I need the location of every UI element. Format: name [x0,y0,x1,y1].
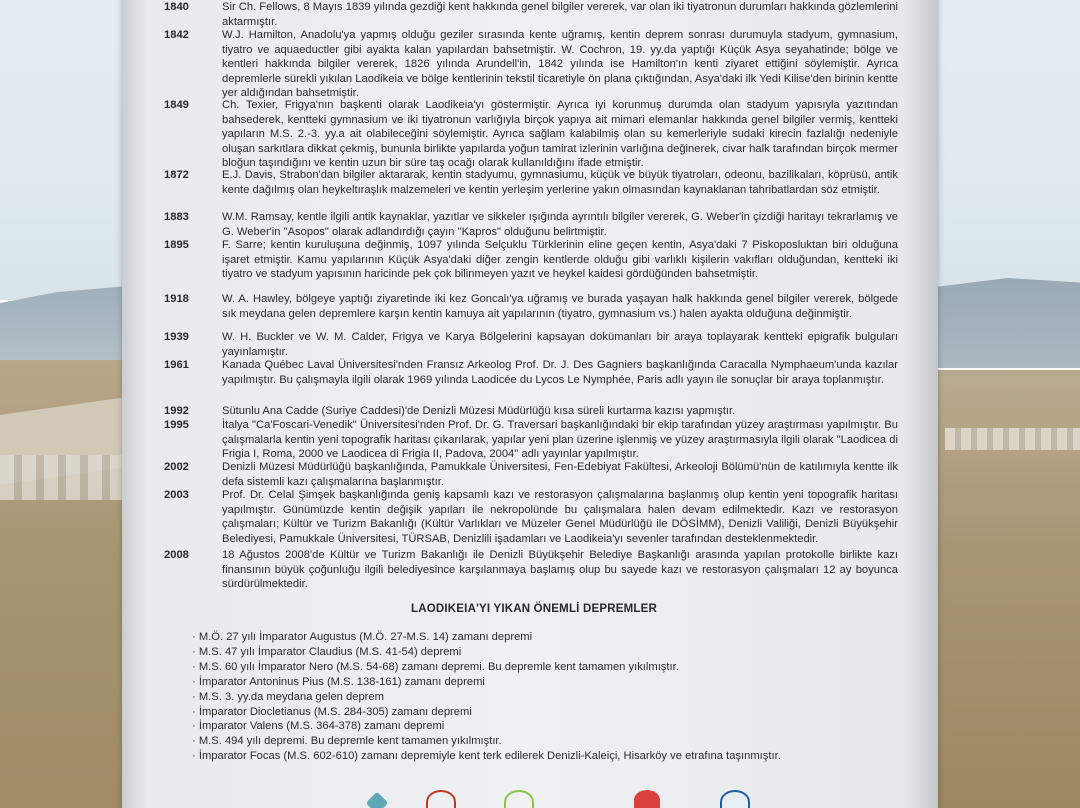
ministry-logo-icon [366,792,389,808]
list-item: · İmparator Focas (M.S. 602-610) zamanı depremiyle kent terk edilerek Denizli-Kaleiçi, Hisarköy ve etrafına taşınmıştır. [192,749,892,764]
timeline-year: 1918 [164,293,189,305]
timeline-year: 1872 [164,169,189,181]
timeline-text: Ch. Texier, Frigya'nın başkenti olarak Laodikeia'yı göstermiştir. Ayrıca iyi korunmuş durumda olan stadyum yapısıyla yazıtından bahsederek, kentteki gymnasium ve iki tiyatronun varlığıyla birçok yapıya ait mimari elemanlar hakkında genel bilgiler vermiş, kentteki yapıların M.S. 2.-3. yy.a ait olabileceğini söylemiştir. Ayrıca sağlam kalabilmiş olan su kemerleriyle sudaki kirecin fazlalığı nedeniyle oluşan sarkıtlara dikkat çekmiş, bununla birlikte yapılarda yoğun tamirat izlerinin varlığına değinerek, civar halk tarafından birçok mermer bloğun taşındığını ve kentin uzun bir süre taş ocağı olarak kullanıldığını ifade etmiştir. [222,99,898,170]
timeline-year: 1895 [164,239,189,251]
timeline-text: 18 Ağustos 2008'de Kültür ve Turizm Bakanlığı ile Denizli Büyükşehir Belediye Başkanlığı arasında yapılan protokolle birlikte kazı finansının büyük çoğunluğu ilgili belediyesince karşılanmaya başlamış olup bu sayede kazı ve restorasyon çalışmaları 12 ay boyunca sürdürülmektedir. [222,549,898,591]
sponsor-logos [164,790,904,808]
ruins-stones-left [0,455,140,500]
leaf-logo-icon [504,790,534,808]
timeline-year: 1840 [164,1,189,13]
municipality-logo-icon [634,790,660,808]
timeline-text: Sir Ch. Fellows, 8 Mayıs 1839 yılında gezdiği kent hakkında genel bilgiler vererek, var olan iki tiyatronun durumları hakkında gözlemlerini aktarmıştır. [222,1,898,28]
timeline-text: Sütunlu Ana Cadde (Suriye Caddesi)'de Denizli Müzesi Müdürlüğü kısa süreli kurtarma kazısı yapmıştır. [222,405,736,417]
earthquakes-list [192,630,892,764]
timeline-text: W. H. Buckler ve W. M. Calder, Frigya ve Karya Bölgelerini kapsayan dokümanları bir araya toplayarak kentteki epigrafik bulguları yayınlamıştır. [222,331,898,358]
timeline-text: F. Sarre; kentin kuruluşuna değinmiş, 1097 yılında Selçuklu Türklerinin eline geçen kentin, Asya'daki 7 Piskoposluktan biri olduğuna işaret etmiştir. Kamu yapılarının Küçük Asya'daki diğer zengin kentlerde olduğu gibi varlıklı kişilerin vakıfları olduğundan, kentteki iki tiyatro ve stadyum yapısının haricinde pek çok bilinmeyen yazıt ve heykel kaidesi gördüğünden bahsetmiştir. [222,239,898,281]
timeline-text: Kanada Québec Laval Üniversitesi'nden Fransız Arkeolog Prof. Dr. J. Des Gagniers başkanlığında Caracalla Nymphaeum'unda kazılar yapılmıştır. Bu çalışmayla ilgili olarak 1969 yılında Laodicée du Lycos Le Nymphée, Paris adlı yayın ile sonuçlar bir araya toplanmıştır. [222,359,898,386]
timeline-year: 1842 [164,29,189,41]
university-logo-icon [720,790,750,808]
ruins-stones-right [945,428,1080,450]
list-item: · M.S. 60 yılı İmparator Nero (M.S. 54-68) zamanı depremi. Bu depremle kent tamamen yıkılmıştır. [192,660,892,675]
list-item: · M.Ö. 27 yılı İmparator Augustus (M.Ö. 27-M.S. 14) zamanı depremi [192,630,892,645]
list-item: · İmparator Antoninus Pius (M.S. 138-161) zamanı depremi [192,675,892,690]
timeline-text: W.M. Ramsay, kentle ilgili antik kaynaklar, yazıtlar ve sikkeler ışığında ayrıntılı bilgiler vererek, G. Weber'in çizdiği haritayı tekrarlamış ve G. Weber'in "Asopos" olarak adlandırdığı çayın "Kapros" olduğunu belirtmiştir. [222,211,898,238]
hills-right [935,278,1080,368]
timeline-year: 1995 [164,419,189,431]
timeline-year: 1849 [164,99,189,111]
timeline-year: 1961 [164,359,189,371]
timeline-text: İtalya "Ca'Foscari-Venedik" Üniversitesi'nden Prof. Dr. G. Traversari başkanlığındaki bir ekip tarafından yüzey araştırması yapılmıştır. Bu çalışmalarla kentin yeni topografik haritası çıkarılarak, yapılar yeni plan üzerine işlenmiş ve yüzey araştırmasıyla ilgili olarak "Laodicea di Frigia I, Roma, 2000 ve Laodicea di Frigia II, Padova, 2004" adlı yayınlar yapılmıştır. [222,419,898,461]
timeline-text: Denizli Müzesi Müdürlüğü başkanlığında, Pamukkale Üniversitesi, Fen-Edebiyat Fakültesi, Arkeoloji Bölümü'nün de katılımıyla kentte ilk defa sistemli kazı çalışmalarına başlanmıştır. [222,461,898,488]
list-item: · İmparator Diocletianus (M.S. 284-305) zamanı depremi [192,705,892,720]
list-item: · İmparator Valens (M.S. 364-378) zamanı depremi [192,719,892,734]
timeline-year: 1992 [164,405,189,417]
timeline-year: 1883 [164,211,189,223]
timeline-text: Prof. Dr. Celal Şimşek başkanlığında geniş kapsamlı kazı ve restorasyon çalışmalarına başlanmış olup kentin yeni topografik haritası yapılmıştır. Günümüzde kentin değişik yapıları ile nekropolünde bu çalışmalara halen devam edilmektedir. Kazı ve restorasyon çalışmaları; Kültür ve Turizm Bakanlığı (Kültür Varlıkları ve Müzeler Genel Müdürlüğü ile DÖSİMM), Denizli Valiliği, Denizli Büyükşehir Belediyesi, Pamukkale Üniversitesi, TÜRSAB, Denizlili işadamları ve Laodikeia'yı sevenler tarafından desteklenmektedir. [222,489,898,545]
timeline-text: W. A. Hawley, bölgeye yaptığı ziyaretinde iki kez Goncalı'ya uğramış ve burada yaşayan halk hakkında genel bilgiler vererek, bölgede sık meydana gelen depremlere karşın kentin kamuya ait yapılarının (tiyatro, gymnasium vs.) halen ayakta olduğuna değinmiştir. [222,293,898,320]
timeline-text: W.J. Hamilton, Anadolu'ya yapmış olduğu geziler sırasında kente uğramış, kentin deprem sonrası durumuyla stadyum, gymnasium, tiyatro ve aquaeductler gibi ayakta kalan yapılardan bahsetmiştir. W. Cochron, 19. yy.da yaptığı Küçük Asya seyahatinde; bölge ve kentleri hakkında bilgiler vererek, 1826 yılında Arundell'in, 1842 yılında ise Hamilton'ın kenti ziyaret ettiğini söylemiştir. Ayrıca depremlerle sürekli yıkılan Laodikeia ve bölge kentlerinin tekstil ticaretiyle ön plana çıktığından, Asya'daki ilk Yedi Kilise'den birinin kentte yer aldığından bahsetmiştir. [222,29,898,100]
information-sign [122,0,938,808]
timeline-year: 2003 [164,489,189,501]
timeline-text: E.J. Davis, Strabon'dan bilgiler aktararak, kentin stadyumu, gymnasiumu, küçük ve büyük tiyatroları, odeonu, bazilikaları, köprüsü, antik kente dağılmış olan heykeltıraşlık malzemeleri ve kentin yerleşim yerlerine yakın olmasından kaynaklanan tahribatlardan söz etmiştir. [222,169,898,196]
timeline-year: 2002 [164,461,189,473]
list-item: · M.S. 47 yılı İmparator Claudius (M.S. 41-54) depremi [192,645,892,660]
timeline-year: 1939 [164,331,189,343]
seal-logo-icon [426,790,456,808]
list-item: · M.S. 494 yılı depremi. Bu depremle kent tamamen yıkılmıştır. [192,734,892,749]
timeline-year: 2008 [164,549,189,561]
list-item: · M.S. 3. yy.da meydana gelen deprem [192,690,892,705]
earthquakes-heading: LAODIKEIA'YI YIKAN ÖNEMLİ DEPREMLER [411,603,657,615]
